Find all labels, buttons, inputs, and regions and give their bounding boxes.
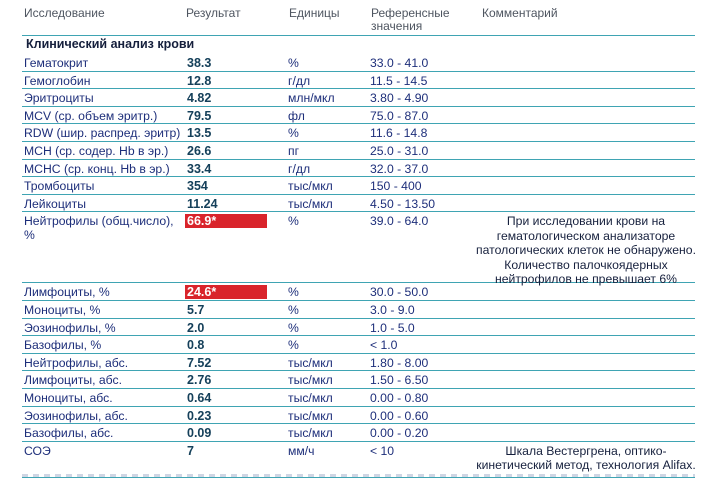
header-test: Исследование <box>24 6 105 20</box>
result-value: 4.82 <box>187 91 212 106</box>
table-row <box>22 124 695 142</box>
test-name: Эозинофилы, % <box>24 320 116 335</box>
header-result: Результат <box>186 6 241 20</box>
reference-range: 3.80 - 4.90 <box>370 91 429 106</box>
test-name: Эритроциты <box>24 91 94 106</box>
reference-range: 4.50 - 13.50 <box>370 196 436 211</box>
reference-range: 25.0 - 31.0 <box>370 143 429 158</box>
reference-range: 0.00 - 0.20 <box>370 426 429 441</box>
reference-range: 150 - 400 <box>370 179 422 194</box>
result-value: 354 <box>187 179 208 194</box>
unit: % <box>288 126 299 141</box>
header-reference <box>371 7 450 33</box>
test-name: MCHC (ср. конц. Hb в эр.) <box>24 161 170 176</box>
test-name: Лимфоциты, абс. <box>24 373 122 388</box>
unit: млн/мкл <box>288 91 335 106</box>
reference-range: 1.0 - 5.0 <box>370 320 415 335</box>
result-value: 2.0 <box>187 320 205 335</box>
result-value: 2.76 <box>187 373 212 388</box>
reference-range: 0.00 - 0.60 <box>370 408 429 423</box>
result-value: 0.64 <box>187 390 212 405</box>
table-row <box>22 319 695 337</box>
table-row <box>22 424 695 442</box>
test-name: Лимфоциты, % <box>24 285 110 300</box>
result-value: 38.3 <box>187 56 212 70</box>
table-row <box>22 442 695 478</box>
test-name: Нейтрофилы (общ.число), % <box>24 214 174 243</box>
results-table <box>22 54 695 478</box>
table-row <box>22 195 695 213</box>
reference-range: 1.50 - 6.50 <box>370 373 429 388</box>
table-row <box>22 354 695 372</box>
reference-range: 11.5 - 14.5 <box>370 73 428 88</box>
test-name: MCV (ср. объем эритр.) <box>24 108 158 123</box>
result-value: 33.4 <box>187 161 212 176</box>
unit: % <box>288 285 299 300</box>
unit: % <box>288 56 299 70</box>
result-value: 12.8 <box>187 73 212 88</box>
reference-range: 32.0 - 37.0 <box>370 161 429 176</box>
test-name: Нейтрофилы, абс. <box>24 355 129 370</box>
test-name: Базофилы, абс. <box>24 426 114 441</box>
table-row <box>22 389 695 407</box>
result-value: 13.5 <box>187 126 212 141</box>
unit: мм/ч <box>288 443 315 458</box>
result-value: 0.23 <box>187 408 212 423</box>
reference-range: 0.00 - 0.80 <box>370 390 429 405</box>
result-value: 5.7 <box>187 302 205 317</box>
unit: тыс/мкл <box>288 355 333 370</box>
table-row <box>22 336 695 354</box>
test-name: Моноциты, абс. <box>24 390 113 405</box>
test-name: RDW (шир. распред. эритр) <box>24 126 181 141</box>
reference-range: 11.6 - 14.8 <box>370 126 428 141</box>
comment: При исследовании крови на гематологическом анализаторе патологических клеток не обнаружено. Количество палочкоядерных нейтрофилов не превышает 6% <box>476 214 696 286</box>
result-value: 79.5 <box>187 108 212 123</box>
reference-range: 3.0 - 9.0 <box>370 302 415 317</box>
result-value: 7 <box>187 443 194 458</box>
unit: г/дл <box>288 73 311 88</box>
table-header <box>0 0 720 36</box>
table-row <box>22 371 695 389</box>
header-units: Единицы <box>289 6 340 20</box>
result-value: 0.09 <box>187 426 212 441</box>
unit: тыс/мкл <box>288 390 333 405</box>
unit: % <box>288 214 299 229</box>
table-row <box>22 177 695 195</box>
reference-range: < 10 <box>370 443 395 458</box>
result-value: 26.6 <box>187 143 212 158</box>
unit: тыс/мкл <box>288 408 333 423</box>
test-name: СОЭ <box>24 443 51 458</box>
table-row <box>22 407 695 425</box>
table-row <box>22 107 695 125</box>
unit: тыс/мкл <box>288 373 333 388</box>
unit: % <box>288 302 299 317</box>
header-reference-line1: Референсные <box>371 6 450 20</box>
unit: тыс/мкл <box>288 426 333 441</box>
test-name: Гемоглобин <box>24 73 91 88</box>
unit: % <box>288 338 299 353</box>
result-value: 11.24 <box>187 196 218 211</box>
reference-range: 39.0 - 64.0 <box>370 214 429 229</box>
table-row <box>22 142 695 160</box>
result-value: 7.52 <box>187 355 212 370</box>
table-row <box>22 160 695 178</box>
unit: пг <box>288 143 300 158</box>
unit: г/дл <box>288 161 311 176</box>
reference-range: < 1.0 <box>370 338 398 353</box>
table-row <box>22 301 695 319</box>
unit: тыс/мкл <box>288 179 333 194</box>
test-name: Тромбоциты <box>24 179 95 194</box>
test-name: Эозинофилы, абс. <box>24 408 128 423</box>
table-row <box>22 212 696 286</box>
section-title: Клинический анализ крови <box>26 37 195 51</box>
comment: Шкала Вестергрена, оптико-кинетический метод, технология Alifax. <box>476 443 696 473</box>
table-row <box>22 283 695 301</box>
table-row <box>22 89 695 107</box>
result-value: 0.8 <box>187 338 205 353</box>
unit: % <box>288 320 299 335</box>
test-name: MCH (ср. содер. Hb в эр.) <box>24 143 169 158</box>
result-value-flagged: 24.6* <box>185 285 267 299</box>
result-value-flagged: 66.9* <box>185 214 267 228</box>
unit: фл <box>288 108 305 123</box>
reference-range: 1.80 - 8.00 <box>370 355 429 370</box>
reference-range: 75.0 - 87.0 <box>370 108 429 123</box>
reference-range: 33.0 - 41.0 <box>370 56 429 70</box>
reference-range: 30.0 - 50.0 <box>370 285 429 300</box>
test-name: Лейкоциты <box>24 196 86 211</box>
table-row <box>22 72 695 90</box>
unit: тыс/мкл <box>288 196 333 211</box>
test-name: Гематокрит <box>24 56 89 70</box>
test-name: Базофилы, % <box>24 338 102 353</box>
table-row <box>22 54 695 72</box>
header-reference-line2: значения <box>371 19 423 33</box>
test-name: Моноциты, % <box>24 302 101 317</box>
header-comment: Комментарий <box>482 6 558 20</box>
